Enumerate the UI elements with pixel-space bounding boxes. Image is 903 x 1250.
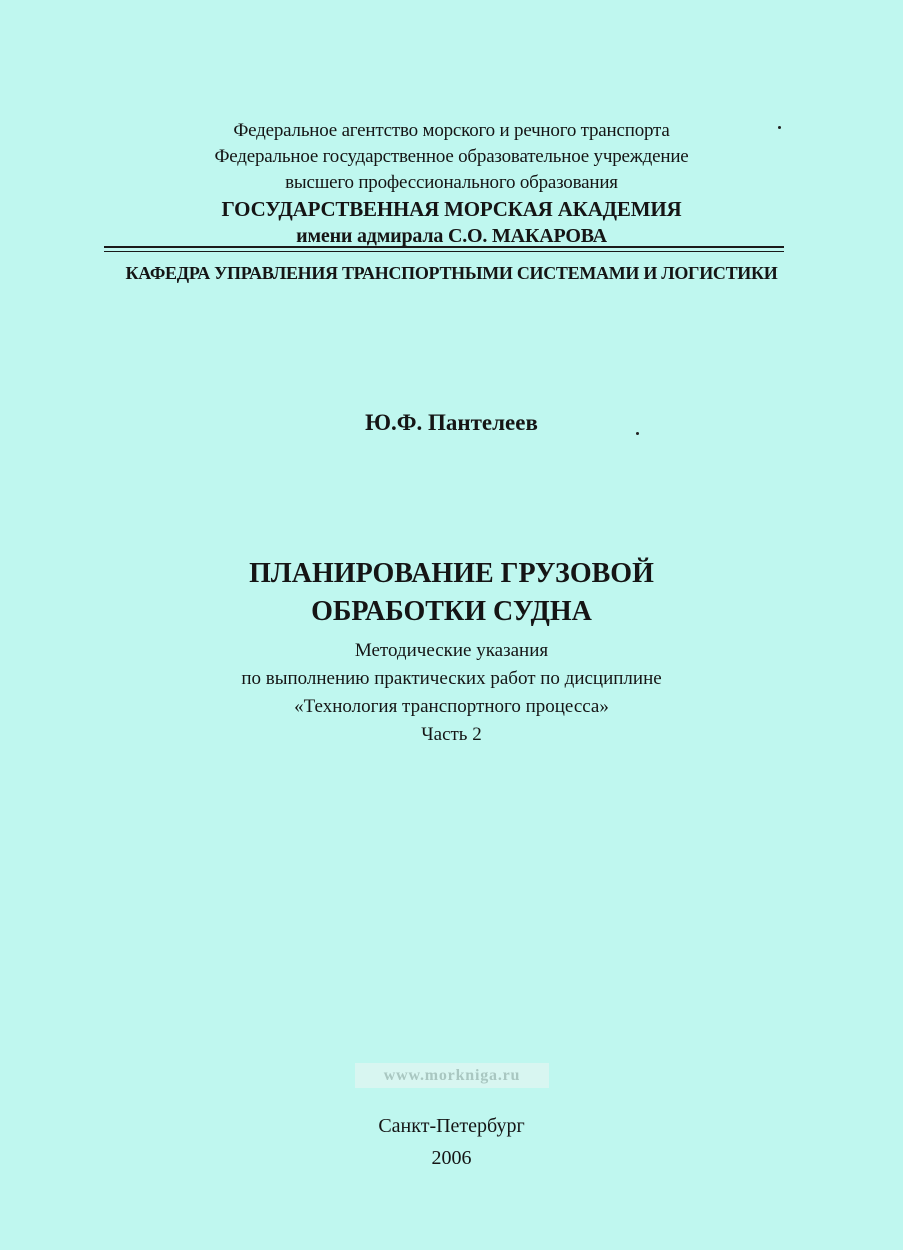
subtitle-line-3: «Технология транспортного процесса» (294, 696, 609, 717)
subtitle-line-4: Часть 2 (421, 724, 482, 745)
subtitle-line-1: Методические указания (354, 640, 549, 661)
department-name: КАФЕДРА УПРАВЛЕНИЯ ТРАНСПОРТНЫМИ СИСТЕМАМИ И ЛОГИСТИКИ (125, 263, 778, 283)
scan-speck (778, 126, 781, 129)
subtitle-line-2: по выполнению практических работ по дисциплине (241, 668, 662, 689)
title-line-1: ПЛАНИРОВАНИЕ ГРУЗОВОЙ (249, 558, 654, 589)
header-line-education: высшего профессионального образования (285, 172, 618, 193)
header-line-academy: ГОСУДАРСТВЕННАЯ МОРСКАЯ АКАДЕМИЯ (221, 197, 682, 221)
publication-place (0, 1110, 903, 1174)
document-title (0, 555, 903, 631)
watermark: www.morkniga.ru (355, 1063, 549, 1088)
header-line-named-after: имени адмирала С.О. МАКАРОВА (296, 225, 607, 247)
header-line-institution: Федеральное государственное образовательное учреждение (214, 146, 689, 167)
scan-speck (636, 432, 639, 435)
header-divider-thin (104, 251, 784, 252)
document-subtitle (0, 637, 903, 749)
institution-header (0, 118, 903, 249)
author-name: Ю.Ф. Пантелеев (365, 410, 538, 435)
header-line-agency: Федеральное агентство морского и речного транспорта (233, 120, 670, 141)
publication-year: 2006 (431, 1147, 472, 1169)
city-name: Санкт-Петербург (378, 1115, 525, 1137)
header-divider-thick (104, 246, 784, 248)
title-line-2: ОБРАБОТКИ СУДНА (311, 596, 592, 627)
